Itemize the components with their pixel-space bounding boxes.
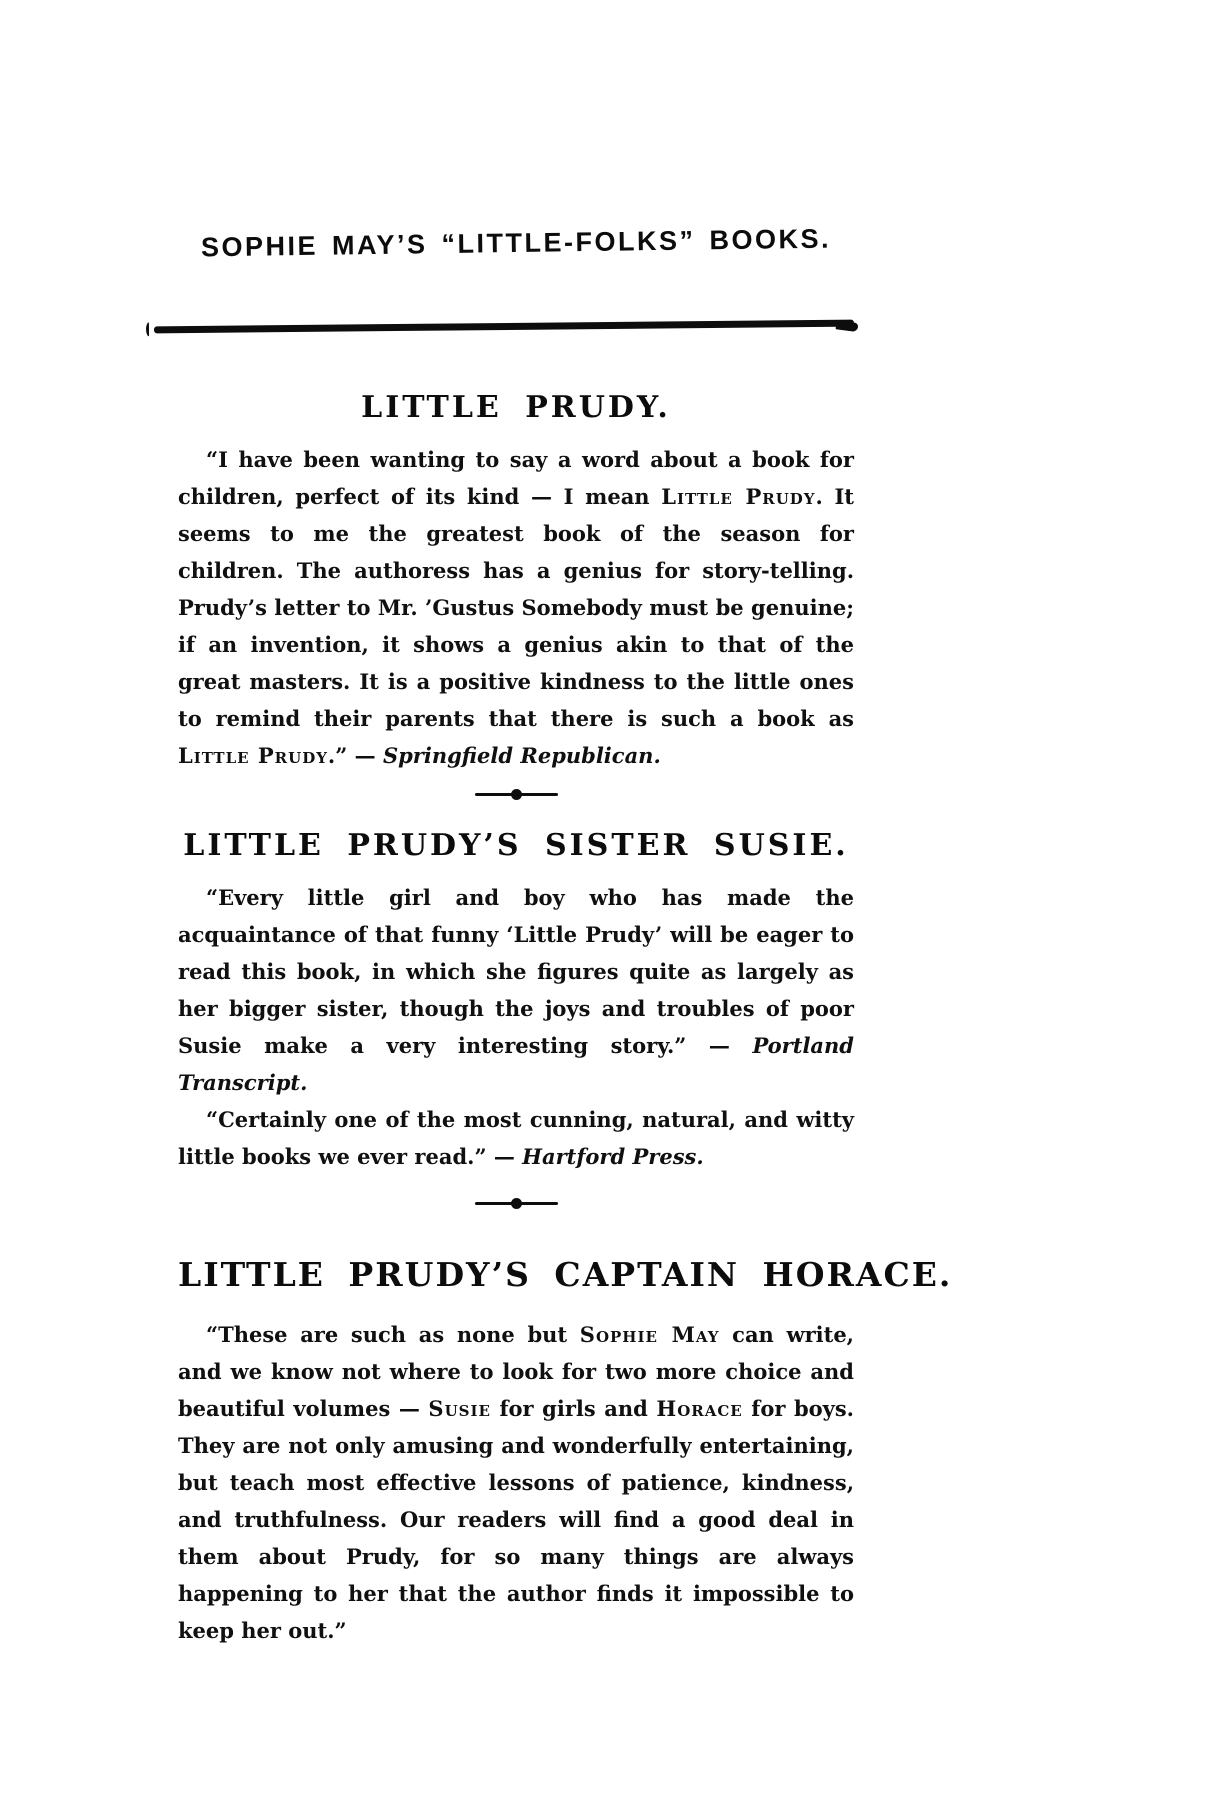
divider-ornament bbox=[178, 1197, 854, 1209]
divider-dash-icon bbox=[475, 793, 513, 796]
header-rule bbox=[154, 320, 854, 334]
quote-text: “Certainly one of the most cunning, natural, and witty little books we ever read.” — bbox=[178, 1107, 854, 1169]
quote-text: can write, and we know not where to look for two more choice and beautiful volumes — bbox=[178, 1322, 854, 1421]
divider-ornament bbox=[178, 788, 854, 800]
section-title: LITTLE PRUDY. bbox=[361, 390, 671, 425]
quote-paragraph bbox=[178, 1101, 854, 1175]
divider-dash-icon bbox=[520, 793, 558, 796]
section-sister-susie bbox=[178, 828, 854, 1175]
quote-paragraph bbox=[178, 879, 854, 1101]
citation-source: Portland Transcript. bbox=[178, 1033, 854, 1095]
section-quotes bbox=[178, 441, 854, 774]
quote-text: “Every little girl and boy who has made the acquaintance of that funny ‘Little Prudy’ will be eager to read this book, in which she figures quite as largely as her bigger sister, though the joys and troubles of poor Susie make a very interesting story.” — bbox=[178, 885, 854, 1058]
quote-text: Little Prudy bbox=[661, 484, 816, 509]
quote-paragraph bbox=[178, 441, 854, 774]
quote-text: . It seems to me the greatest book of the season for children. The authoress has a genius for story-telling. Prudy’s letter to Mr. ’Gustus Somebody must be genuine; if an invention, it shows a genius akin to that of the great masters. It is a positive kindness to the little ones to remind their parents that there is such a book as bbox=[178, 484, 854, 731]
section-little-prudy bbox=[178, 390, 854, 774]
text-column bbox=[178, 0, 953, 1649]
quote-text: for girls and bbox=[490, 1396, 657, 1421]
divider-dash-icon bbox=[520, 1202, 558, 1205]
quote-paragraph bbox=[178, 1316, 854, 1649]
section-quotes bbox=[178, 1316, 854, 1649]
quote-text: Susie bbox=[428, 1396, 491, 1421]
quote-text: for boys. They are not only amusing and wonderfully entertaining, but teach most effective lessons of patience, kindness, and truthfulness. Our readers will find a good deal in them about Prudy, for so many things are always happening to her that the author finds it impossible to keep her out.” bbox=[178, 1396, 854, 1643]
section-title: LITTLE PRUDY’S CAPTAIN HORACE. bbox=[178, 1255, 953, 1294]
quote-text: Sophie May bbox=[579, 1322, 720, 1347]
divider-dash-icon bbox=[475, 1202, 513, 1205]
series-header-title: SOPHIE MAY’S “LITTLE-FOLKS” BOOKS. bbox=[200, 223, 832, 263]
section-quotes bbox=[178, 879, 854, 1175]
quote-text: .” — bbox=[327, 743, 383, 768]
section-title: LITTLE PRUDY’S SISTER SUSIE. bbox=[183, 828, 849, 863]
section-captain-horace bbox=[178, 1255, 953, 1649]
series-header bbox=[178, 223, 854, 330]
citation-source: Hartford Press. bbox=[522, 1144, 704, 1169]
quote-text: Horace bbox=[656, 1396, 743, 1421]
citation-source: Springfield Republican. bbox=[382, 743, 661, 768]
quote-text: “I have been wanting to say a word about a book for children, perfect of its kind — I mean bbox=[178, 447, 854, 509]
quote-text: “These are such as none but bbox=[206, 1322, 580, 1347]
quote-text: Little Prudy bbox=[178, 743, 328, 768]
